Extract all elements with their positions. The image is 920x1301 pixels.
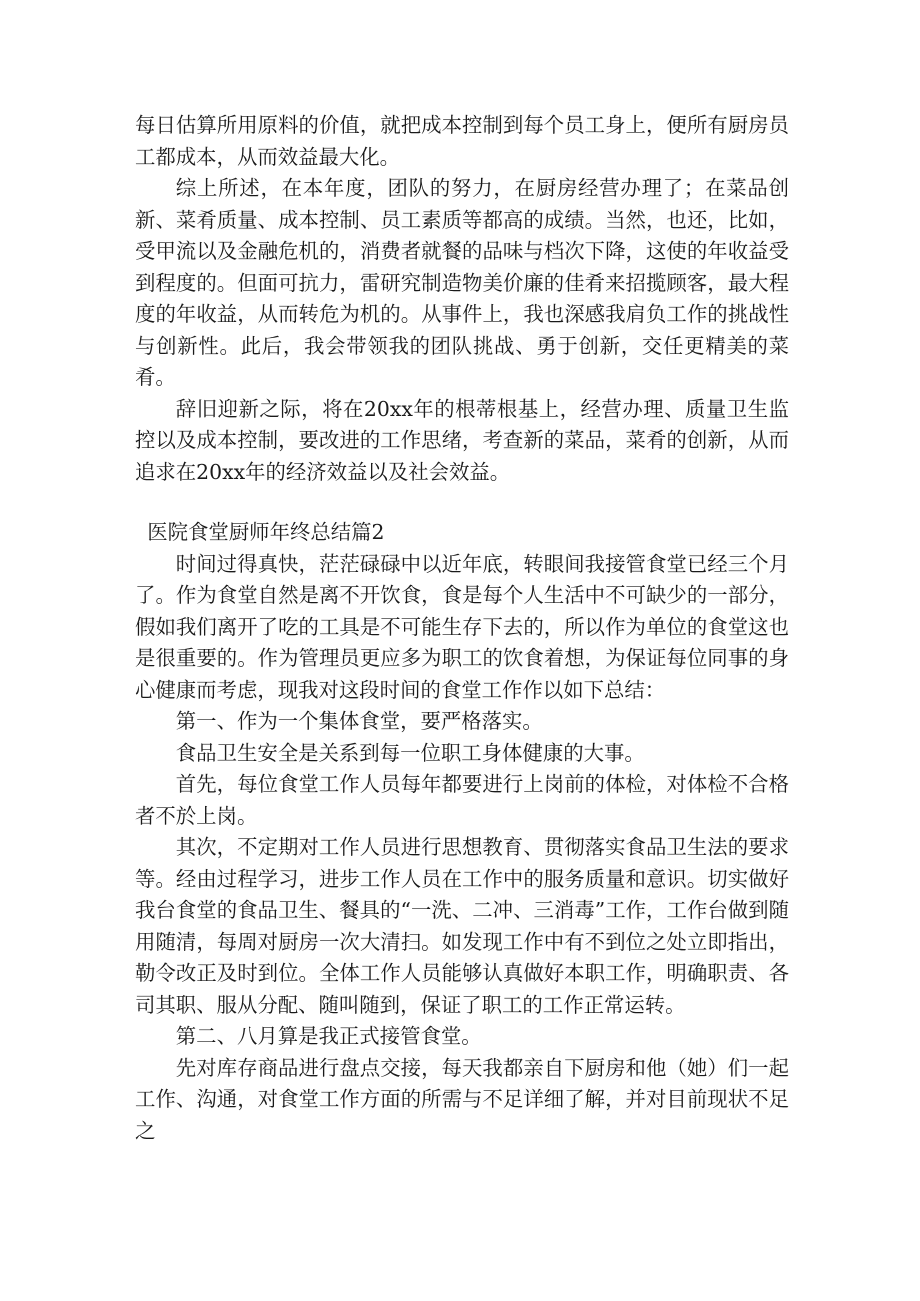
paragraph: 综上所述，在本年度，团队的努力，在厨房经营办理了；在菜品创新、菜肴质量、成本控制、员工素质等都高的成绩。当然，也还，比如，受甲流以及金融危机的，消费者就餐的品味与档次下降，这使的年收益受到程度的。但面可抗力，雷研究制造物美价廉的佳肴来招揽顾客，最大程度的年收益，从而转危为机的。从事件上，我也深感我肩负工作的挑战性与创新性。此后，我会带领我的团队挑战、勇于创新，交任更精美的菜肴。 [135,176,789,389]
paragraph: 辞旧迎新之际，将在20xx年的根蒂根基上，经营办理、质量卫生监控以及成本控制，要改进的工作思绪，考查新的菜品，菜肴的创新，从而追求在20xx年的经济效益以及社会效益。 [135,396,789,484]
paragraph: 每日估算所用原料的价值，就把成本控制到每个员工身上，便所有厨房员工都成本，从而效益最大化。 [135,113,789,169]
paragraph: 第二、八月算是我正式接管食堂。 [175,1024,482,1048]
paragraph: 第一、作为一个集体食堂，要严格落实。 [175,709,543,733]
paragraph: 先对库存商品进行盘点交接，每天我都亲自下厨房和他（她）们一起工作、沟通，对食堂工作方面的所需与不足详细了解，并对目前现状不足之 [135,1055,789,1143]
paragraph: 时间过得真快，茫茫碌碌中以近年底，转眼间我接管食堂已经三个月了。作为食堂自然是离不开饮食，食是每个人生活中不可缺少的一部分，假如我们离开了吃的工具是不可能生存下去的，所以作为单位的食堂这也是很重要的。作为管理员更应多为职工的饮食着想，为保证每位同事的身心健康而考虑，现我对这段时间的食堂工作作以如下总结： [135,551,789,702]
paragraph: 食品卫生安全是关系到每一位职工身体健康的大事。 [175,740,645,765]
paragraph: 其次，不定期对工作人员进行思想教育、贯彻落实食品卫生法的要求等。经由过程学习，进步工作人员在工作中的服务质量和意识。切实做好我台食堂的食品卫生、餐具的“一洗、二冲、三消毒”工作，工作台做到随用随清，每周对厨房一次大清扫。如发现工作中有不到位之处立即指出，勒令改正及时到位。全体工作人员能够认真做好本职工作，明确职责、各司其职、服从分配、随叫随到，保证了职工的工作正常运转。 [135,835,789,1017]
document-body [135,110,789,1147]
paragraph: 首先，每位食堂工作人员每年都要进行上岗前的体检，对体检不合格者不於上岗。 [135,772,789,828]
section-title: 医院食堂厨师年终总结篇2 [147,520,385,544]
